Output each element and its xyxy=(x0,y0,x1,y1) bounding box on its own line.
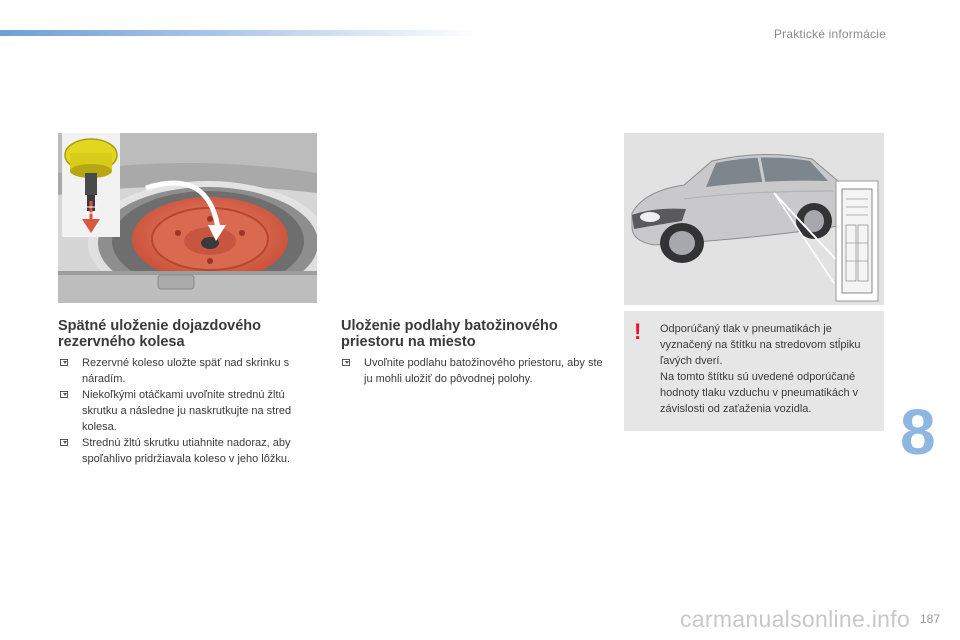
note-line: Na tomto štítku sú uvedené odporúčané hodnoty tlaku vzduchu v pneumatikách v závislosti od zaťaženia vozidla. xyxy=(660,371,859,415)
note-line: Odporúčaný tlak v pneumatikách je vyznačený na štítku na stredovom stĺpiku ľavých dverí. xyxy=(660,323,861,367)
car-tyre-label-illustration xyxy=(624,133,884,305)
step-text: Niekoľkými otáčkami uvoľnite strednú žltú skrutku a následne ju naskrutkujte na stred kolesa. xyxy=(82,389,292,433)
car-drawing xyxy=(624,133,884,305)
list-item xyxy=(60,435,318,467)
list-item xyxy=(60,355,318,387)
checkbox-arrow-bullet-icon xyxy=(342,359,350,366)
spare-wheel-drawing xyxy=(58,133,317,303)
step-text: Rezervné koleso uložte späť nad skrinku s náradím. xyxy=(82,357,290,385)
step-text: Uvoľnite podlahu batožinového priestoru, aby ste ju mohli uložiť do pôvodnej polohy. xyxy=(364,357,603,385)
chapter-number: 8 xyxy=(900,396,936,468)
step-text: Strednú žltú skrutku utiahnite nadoraz, aby spoľahlivo pridržiavala koleso v jeho lôžku. xyxy=(82,437,291,465)
spare-wheel-section-title: Spätné uloženie dojazdového rezervného kolesa xyxy=(58,318,262,350)
warning-exclamation-icon: ! xyxy=(634,319,642,344)
floor-steps xyxy=(342,355,604,387)
chapter-header-title: Praktické informácie xyxy=(773,27,886,41)
checkbox-arrow-bullet-icon xyxy=(60,359,68,366)
spare-wheel-steps xyxy=(60,355,318,467)
list-item xyxy=(342,355,604,387)
checkbox-arrow-bullet-icon xyxy=(60,439,68,446)
checkbox-arrow-bullet-icon xyxy=(60,391,68,398)
tyre-pressure-note xyxy=(624,311,884,431)
header-accent-bar xyxy=(0,30,480,36)
page-number: 187 xyxy=(919,612,940,626)
list-item xyxy=(60,387,318,435)
floor-section-title: Uloženie podlahy batožinového priestoru na miesto xyxy=(341,318,558,350)
spare-wheel-illustration xyxy=(58,133,317,303)
watermark: carmanualsonline.info xyxy=(680,606,911,632)
